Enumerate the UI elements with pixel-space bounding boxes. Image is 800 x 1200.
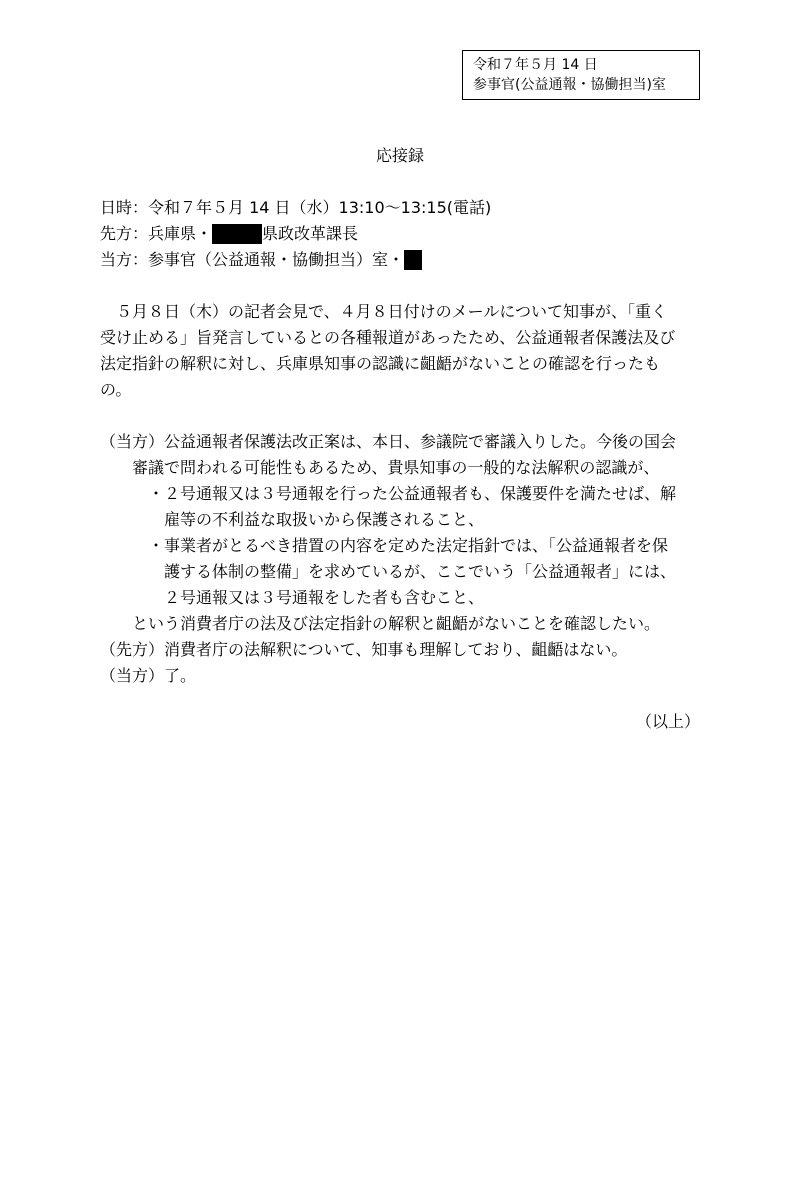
dialogue-our-1-cont: 審議で問われる可能性もあるため、貴県知事の一般的な法解釈の認識が、 (132, 458, 660, 477)
bullet-1-line-2: 雇等の不利益な取扱いから保護されること、 (164, 510, 485, 529)
bullet-2-line-1: ・事業者がとるべき措置の内容を定めた法定指針では、「公益通報者を保 (148, 536, 669, 555)
redaction-block (404, 250, 422, 270)
counterpart-line (100, 224, 358, 244)
counterpart-prefix: 先方：兵庫県・ (100, 224, 213, 243)
stamp-date: 令和７年５月 14 日 (473, 57, 598, 73)
summary-line-2: 受け止める」旨発言しているとの各種報道があったため、公益通報者保護法及び (100, 328, 676, 347)
bullet-1-line-1: ・２号通報又は３号通報を行った公益通報者も、保護要件を満たせば、解 (148, 484, 677, 503)
bullet-2-line-2: 護する体制の整備」を求めているが、ここでいう「公益通報者」には、 (164, 562, 677, 581)
closing-mark: （以上） (635, 712, 700, 731)
stamp-office: 参事官(公益通報・協働担当)室 (473, 77, 666, 93)
summary-line-3: 法定指針の解釈に対し、兵庫県知事の認識に齟齬がないことの確認を行ったも (100, 354, 661, 373)
redaction-block (212, 224, 262, 244)
our-side-line (100, 250, 422, 270)
summary-line-1: ５月８日（木）の記者会見で、４月８日付けのメールについて知事が、「重く (116, 302, 668, 321)
dialogue-our-2: （当方）了。 (100, 666, 197, 685)
document-title: 応接録 (375, 146, 424, 165)
summary-line-4: の。 (100, 380, 132, 399)
our-side-prefix: 当方：参事官（公益通報・協働担当）室・ (100, 250, 405, 269)
bullet-2-line-3: ２号通報又は３号通報をした者も含むこと、 (164, 588, 485, 607)
dialogue-our-1: （当方）公益通報者保護法改正案は、本日、参議院で審議入りした。今後の国会 (100, 432, 677, 451)
dialogue-our-1-end: という消費者庁の法及び法定指針の解釈と齟齬がないことを確認したい。 (132, 614, 661, 633)
dialogue-their-1: （先方）消費者庁の法解釈について、知事も理解しており、齟齬はない。 (100, 640, 628, 659)
counterpart-suffix: 県政改革課長 (262, 224, 359, 243)
meeting-datetime: 日時：令和７年５月 14 日（水）13:10～13:15(電話) (100, 198, 492, 217)
date-office-stamp (462, 50, 700, 100)
